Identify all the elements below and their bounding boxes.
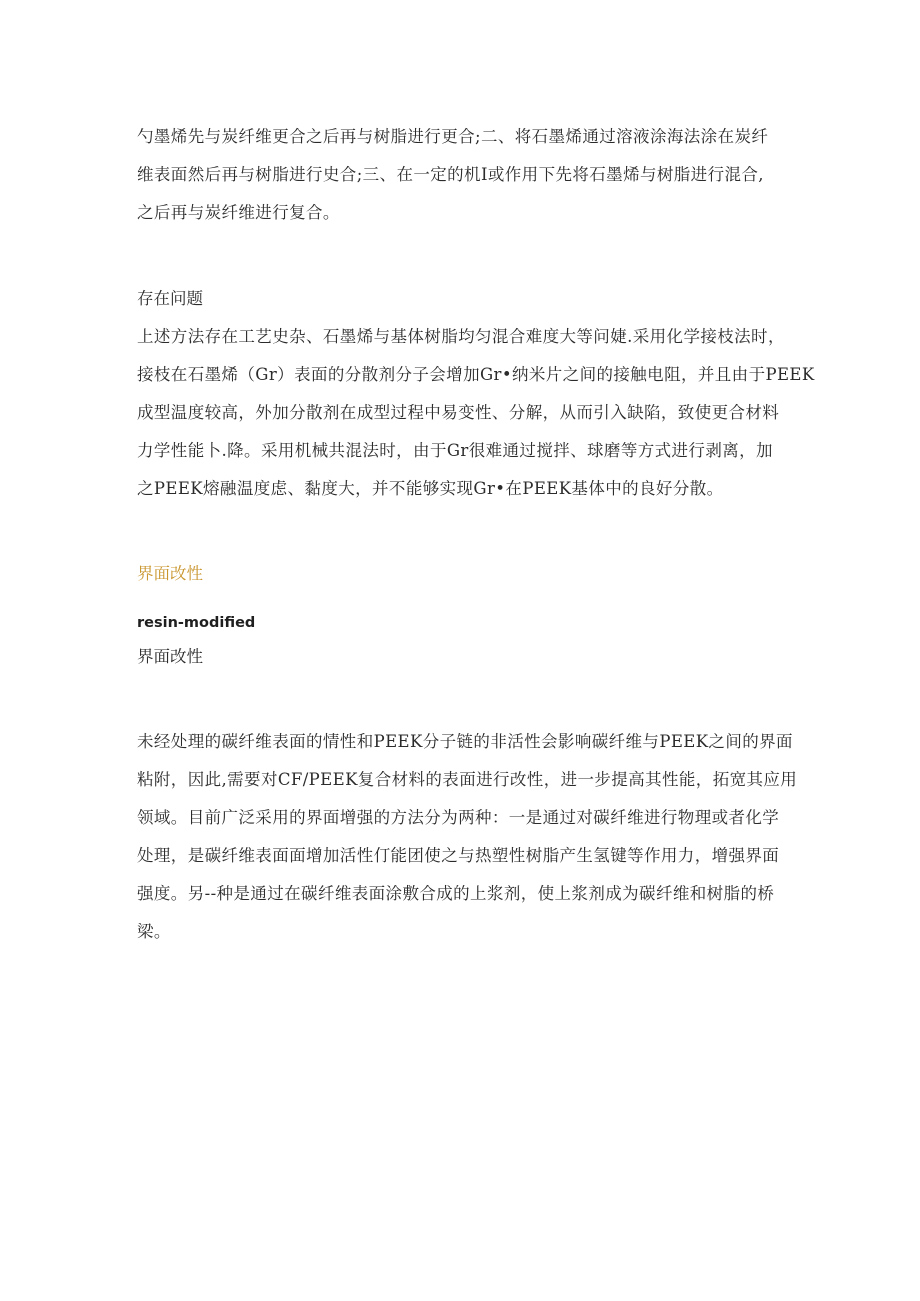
text-line: 领域。目前广泛采用的界面增强的方法分为两种：一是通过对碳纤维进行物理或者化学	[137, 808, 780, 827]
text-line: 维表面然后再与树脂进行史合;三、在一定的机I或作用下先将石墨烯与树脂进行混合,	[137, 165, 764, 184]
paragraph-problems	[137, 318, 815, 508]
section-title-problems: 存在问题	[137, 289, 203, 308]
text-line: 粘附，因此,需要对CF/PEEK复合材料的表面进行改性，进一步提高其性能，拓宽其应用	[137, 770, 798, 789]
text-line: 梁。	[137, 922, 171, 941]
text-line: 勺墨烯先与炭纤维更合之后再与树脂进行更合;二、将石墨烯通过溶液涂海法涂在炭纤	[137, 127, 769, 146]
text-line: 未经处理的碳纤维表面的情性和PEEK分子链的非活性会影响碳纤维与PEEK之间的界面	[137, 732, 793, 751]
text-line: 强度。另--种是通过在碳纤维表面涂敷合成的上浆剂，使上浆剂成为碳纤维和树脂的桥	[137, 884, 775, 903]
document-page	[137, 118, 815, 951]
section-subtitle-resin-modified: resin-modified	[137, 615, 256, 631]
paragraph-interface-modification	[137, 723, 798, 951]
text-line: 力学性能卜.降。采用机械共混法时，由于Gr很难通过搅拌、球磨等方式进行剥离，加	[137, 441, 773, 460]
section-title-interface-accent: 界面改性	[137, 564, 203, 583]
text-line: 之PEEK熔融温度虑、黏度大，并不能够实现Gr•在PEEK基体中的良好分散。	[137, 479, 724, 498]
paragraph-graphene-methods	[137, 118, 787, 232]
text-line: 处理，是碳纤维表面面增加活性仃能团使之与热塑性树脂产生氢键等作用力，增强界面	[137, 846, 780, 865]
section-title-interface: 界面改性	[137, 647, 203, 666]
text-line: 上述方法存在工艺史杂、石墨烯与基体树脂均匀混合难度大等问婕.采用化学接枝法时，	[137, 327, 785, 346]
text-line: 接枝在石墨烯（Gr）表面的分散剂分子会增加Gr•纳米片之间的接触电阻，并且由于PEEK	[137, 365, 815, 384]
text-line: 成型温度较高，外加分散剂在成型过程中易变性、分解，从而引入缺陷，致使更合材料	[137, 403, 780, 422]
text-line: 之后再与炭纤维进行复合。	[137, 203, 340, 222]
